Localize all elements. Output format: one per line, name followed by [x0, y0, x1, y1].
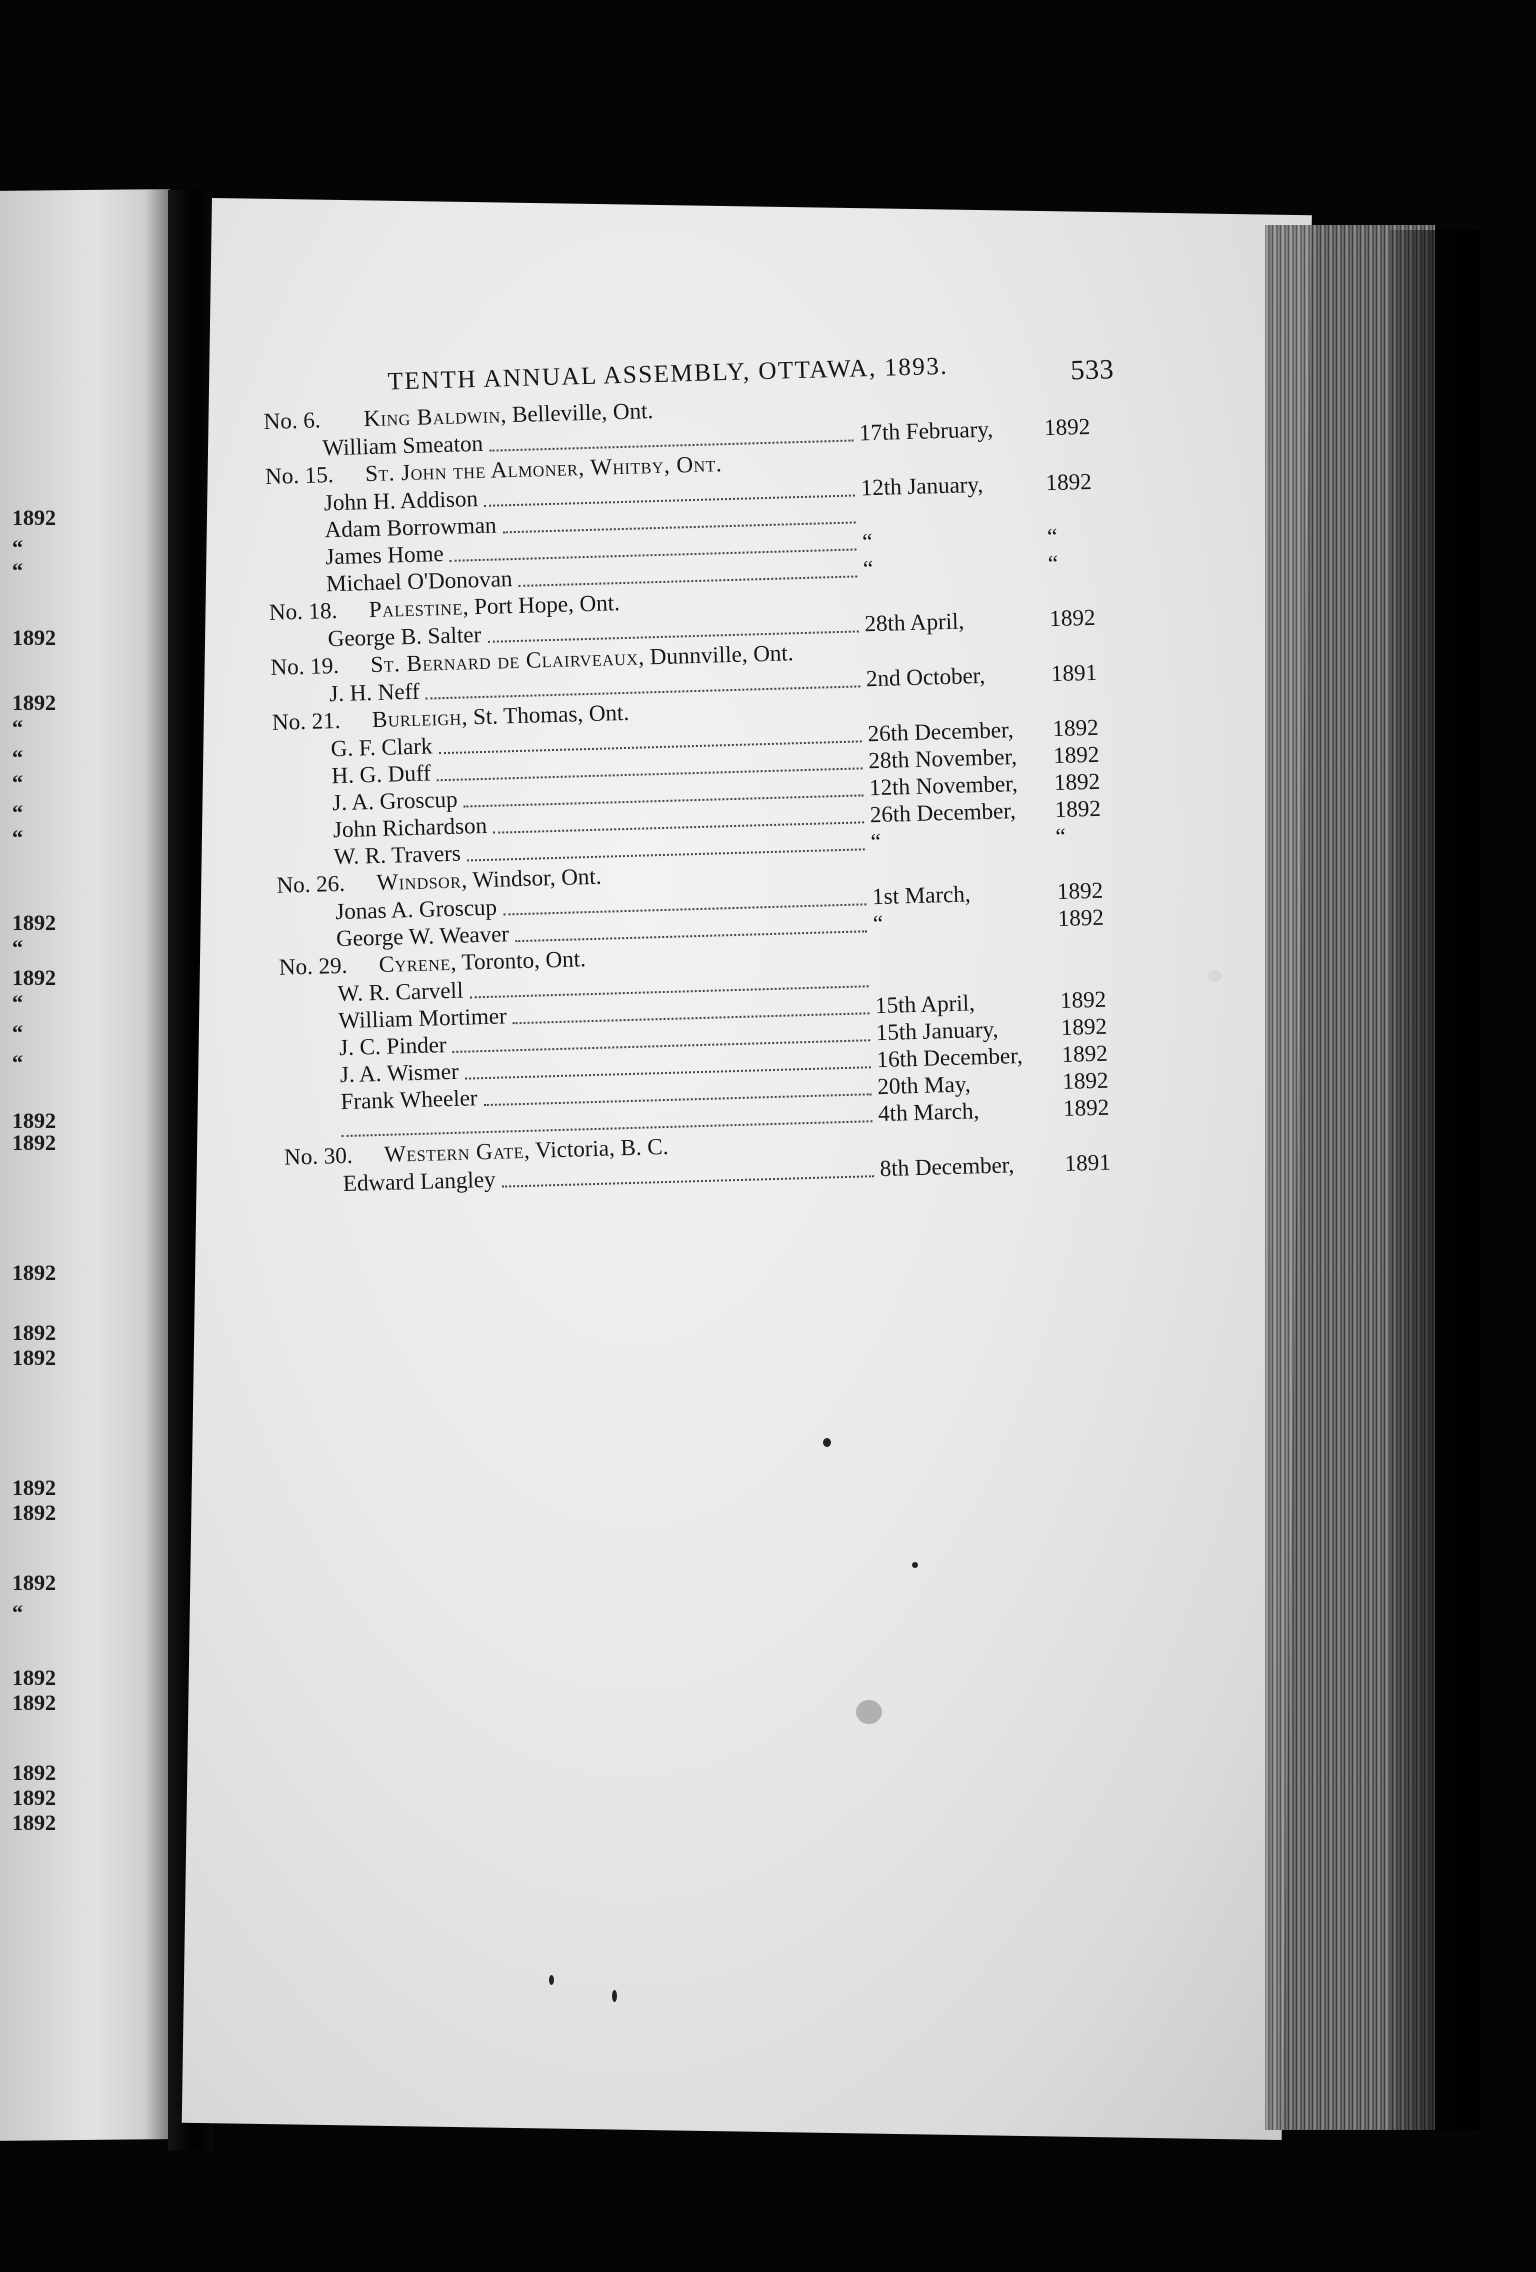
- lodge-name: Cyrene: [378, 949, 451, 977]
- member-name: John Richardson: [332, 812, 488, 843]
- previous-page-year: “: [12, 715, 23, 740]
- member-name: J. C. Pinder: [338, 1032, 447, 1061]
- running-title: TENTH ANNUAL ASSEMBLY, OTTAWA, 1893.: [387, 352, 949, 396]
- member-name: George B. Salter: [327, 621, 482, 652]
- previous-page-year: 1892: [12, 965, 56, 990]
- member-name: Jonas A. Groscup: [335, 894, 498, 925]
- previous-page-year: 1892: [12, 1810, 56, 1835]
- previous-page-year: 1892: [12, 1785, 56, 1810]
- previous-page-year: 1892: [12, 1690, 56, 1715]
- member-name: J. H. Neff: [328, 678, 420, 707]
- ink-speck: [823, 1438, 831, 1447]
- member-name: George W. Weaver: [335, 921, 510, 952]
- date-of-death: “: [862, 556, 874, 582]
- lodge-number: No. 19.: [270, 652, 340, 680]
- previous-page-year: “: [12, 800, 23, 825]
- year-of-death: “: [1047, 550, 1059, 577]
- lodge-location: , Windsor, Ont.: [460, 863, 602, 893]
- lodge-location: , Dunnville, Ont.: [637, 640, 794, 670]
- lodge-location: , Toronto, Ont.: [450, 946, 587, 975]
- date-of-death: 2nd October,: [865, 662, 986, 692]
- previous-page-year: 1892: [12, 1665, 56, 1690]
- year-of-death: 1891: [1050, 659, 1098, 687]
- member-name: W. R. Travers: [333, 840, 462, 870]
- previous-page-year: “: [12, 558, 23, 583]
- ink-speck: [856, 1700, 882, 1724]
- date-of-death: 8th December,: [879, 1152, 1015, 1182]
- previous-page-year: 1892: [12, 1130, 56, 1155]
- member-name: H. G. Duff: [331, 760, 432, 789]
- previous-page-year: 1892: [12, 1345, 56, 1370]
- year-of-death: 1892: [1049, 604, 1096, 632]
- lodge-location: , Belleville, Ont.: [500, 398, 654, 428]
- date-of-death: 15th April,: [874, 990, 976, 1019]
- member-name: William Mortimer: [338, 1003, 508, 1034]
- previous-page-year: “: [12, 990, 23, 1015]
- date-of-death: 28th November,: [868, 744, 1018, 774]
- previous-page-year: 1892: [12, 505, 56, 530]
- member-name: Frank Wheeler: [340, 1085, 478, 1115]
- previous-page-year: 1892: [12, 1320, 56, 1345]
- date-of-death: 4th March,: [877, 1098, 980, 1127]
- year-of-death: 1892: [1054, 795, 1102, 823]
- previous-page-year: “: [12, 770, 23, 795]
- lodge-number: No. 18.: [268, 597, 338, 625]
- ink-speck: [549, 1975, 554, 1985]
- member-name: G. F. Clark: [330, 733, 433, 762]
- member-name: John H. Addison: [323, 486, 479, 516]
- member-name: Adam Borrowman: [324, 512, 497, 543]
- date-of-death: 16th December,: [876, 1043, 1023, 1073]
- necrology-list: [262, 337, 1185, 1199]
- year-of-death: 1892: [1062, 1094, 1110, 1121]
- member-name: Edward Langley: [342, 1166, 496, 1197]
- lodge-name: St. Bernard de Clairveaux: [370, 644, 639, 678]
- date-of-death: 17th February,: [858, 416, 994, 446]
- lodge-location: , Port Hope, Ont.: [462, 590, 621, 620]
- lodge-number: No. 6.: [263, 407, 321, 434]
- date-of-death: 26th December,: [869, 798, 1017, 828]
- date-of-death: “: [861, 529, 873, 555]
- year-of-death: 1892: [1056, 877, 1104, 905]
- ink-speck: [1208, 970, 1222, 982]
- date-of-death: “: [870, 828, 882, 855]
- previous-page-year: 1892: [12, 1760, 56, 1785]
- year-of-death: 1892: [1061, 1040, 1108, 1067]
- previous-page-year: “: [12, 825, 23, 850]
- previous-page-year: “: [12, 1050, 23, 1075]
- year-of-death: 1892: [1053, 768, 1101, 796]
- previous-page-year: 1892: [12, 625, 56, 650]
- year-of-death: 1892: [1057, 904, 1105, 931]
- previous-page-year: 1892: [12, 1500, 56, 1525]
- lodge-number: No. 30.: [283, 1142, 353, 1170]
- lodge-location: , St. Thomas, Ont.: [461, 699, 630, 730]
- date-of-death: 1st March,: [871, 881, 971, 910]
- ink-speck: [912, 1562, 918, 1568]
- lodge-name: St. John the Almoner, Whitby, Ont.: [364, 451, 723, 487]
- ink-speck: [612, 1990, 617, 2002]
- lodge-number: No. 15.: [264, 462, 334, 489]
- lodge-name: King Baldwin: [363, 402, 501, 432]
- lodge-name: Windsor: [376, 867, 462, 895]
- previous-page-year: 1892: [12, 1108, 56, 1133]
- lodge-number: No. 29.: [278, 952, 348, 980]
- year-of-death: 1892: [1062, 1067, 1109, 1094]
- date-of-death: 28th April,: [864, 608, 965, 637]
- member-name: W. R. Carvell: [337, 977, 464, 1007]
- date-of-death: 12th November,: [868, 771, 1018, 801]
- year-of-death: “: [1055, 823, 1067, 850]
- date-of-death: 12th January,: [860, 471, 984, 501]
- previous-page-edge: [0, 189, 170, 2141]
- year-of-death: 1892: [1045, 468, 1093, 496]
- date-of-death: 26th December,: [867, 717, 1014, 747]
- date-of-death: “: [872, 910, 884, 937]
- page-stack-shadow: [1390, 230, 1480, 2130]
- lodge-name: Palestine: [368, 594, 464, 623]
- year-of-death: 1892: [1052, 741, 1100, 769]
- previous-page-year: 1892: [12, 1475, 56, 1500]
- member-name: J. A. Groscup: [331, 786, 458, 816]
- member-name: Michael O'Donovan: [325, 566, 513, 597]
- previous-page-year: 1892: [12, 1260, 56, 1285]
- date-of-death: 20th May,: [877, 1071, 971, 1100]
- lodge-location: , Victoria, B. C.: [523, 1133, 669, 1163]
- member-name: J. A. Wismer: [339, 1058, 459, 1088]
- previous-page-year: 1892: [12, 1570, 56, 1595]
- year-of-death: “: [1046, 523, 1058, 550]
- lodge-name: Western Gate: [383, 1137, 525, 1167]
- lodge-list: [263, 383, 1185, 1199]
- year-of-death: 1892: [1059, 986, 1107, 1013]
- previous-page-year: “: [12, 1020, 23, 1045]
- lodge-number: No. 21.: [271, 707, 341, 735]
- year-of-death: 1892: [1043, 413, 1091, 441]
- year-of-death: 1891: [1064, 1149, 1112, 1176]
- previous-page-year: 1892: [12, 690, 56, 715]
- lodge-number: No. 26.: [276, 870, 346, 898]
- lodge-name: Burleigh: [371, 704, 462, 733]
- date-of-death: 15th January,: [875, 1016, 999, 1046]
- year-of-death: 1892: [1052, 714, 1099, 742]
- previous-page-year: “: [12, 745, 23, 770]
- member-name: William Smeaton: [322, 430, 484, 461]
- page-number: 533: [1070, 354, 1115, 387]
- member-name: James Home: [325, 541, 444, 570]
- previous-page-year: 1892: [12, 910, 56, 935]
- year-of-death: 1892: [1060, 1013, 1108, 1040]
- previous-page-year: “: [12, 935, 23, 960]
- previous-page-year: “: [12, 535, 23, 560]
- previous-page-year: “: [12, 1600, 23, 1625]
